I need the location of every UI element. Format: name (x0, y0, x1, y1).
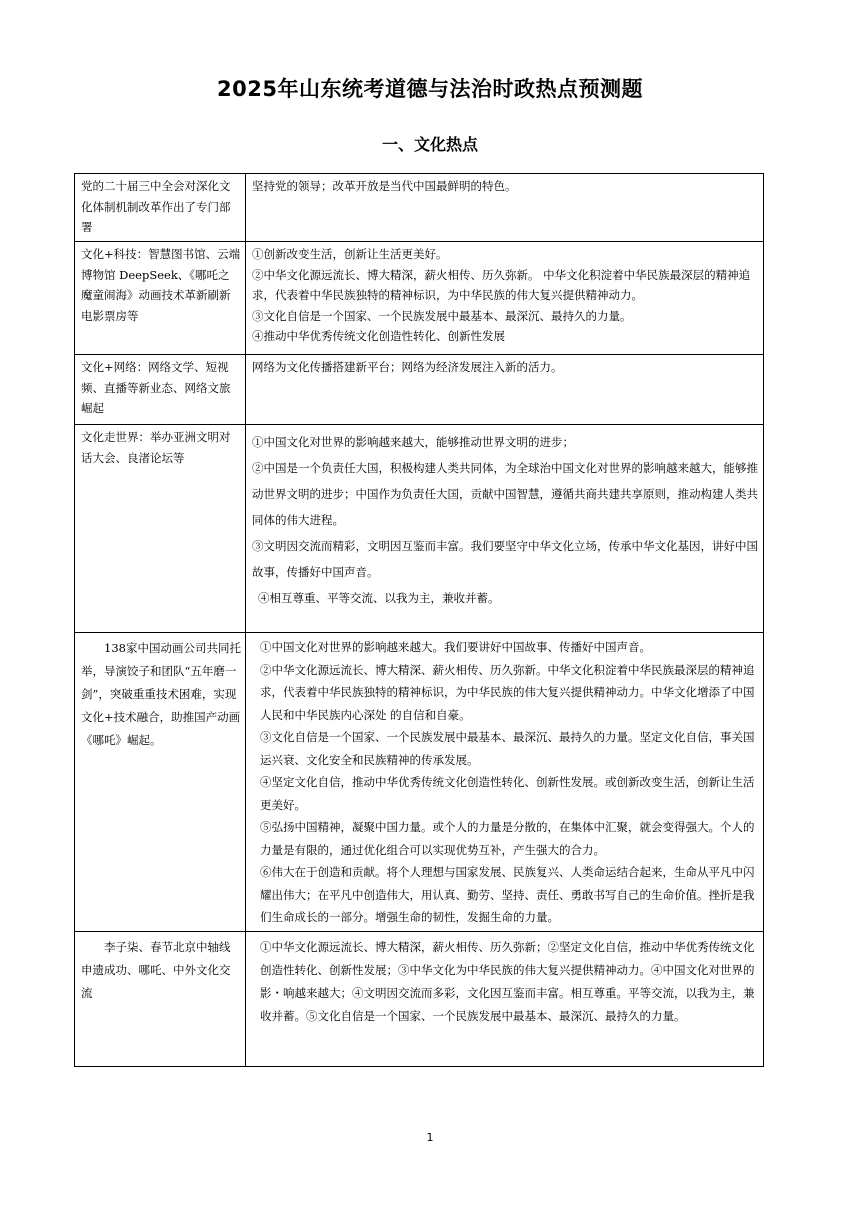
point-text: 网络为文化传播搭建新平台；网络为经济发展注入新的活力。 (252, 360, 563, 374)
points-cell (246, 242, 764, 355)
point-text: ①创新改变生活，创新让生活更美好。 (252, 247, 448, 261)
points-cell (246, 425, 764, 633)
topic-cell: 文化+科技：智慧图书馆、云端博物馆 DeepSeek、《哪吒之魔童闹海》动画技术革新刷新电影票房等 (75, 242, 246, 355)
point-text: ③文化自信是一个国家、一个民族发展中最基本、最深沉、最持久的力量。 (252, 308, 632, 323)
page-number: 1 (426, 1131, 434, 1144)
points-cell (246, 931, 764, 1066)
point-text: ③文明因交流而精彩，文明因互鉴而丰富。我们要坚守中华文化立场，传承中华文化基因，讲好中国故事，传播好中国声音。 (252, 539, 758, 579)
point-text: ②中华文化源远流长、博大精深、薪火相传、历久弥新。中华文化积淀着中华民族最深层的精神追求，代表着中华民族独特的精神标识，为中华民族的伟大复兴提供精神动力。中华文化增添了中国人民和中华民族内心深处 的自信和自豪。 (260, 662, 755, 722)
topic-cell: 文化走世界：举办亚洲文明对话大会、良渚论坛等 (75, 425, 246, 633)
point-text: 坚持党的领导；改革开放是当代中国最鲜明的特色。 (252, 179, 517, 193)
topic-cell: 138家中国动画公司共同托举，导演饺子和团队“五年磨一剑”，突破重重技术困难，实现文化+技术融合，助推国产动画《哪吒》崛起。 (75, 633, 246, 932)
topic-cell: 党的二十届三中全会对深化文化体制机制改革作出了专门部署 (75, 174, 246, 242)
document-title: 2025年山东统考道德与法治时政热点预测题 (217, 77, 643, 101)
points-cell (246, 174, 764, 242)
table-row (75, 633, 764, 932)
table-row (75, 425, 764, 633)
table-row (75, 355, 764, 425)
point-text: ④坚定文化自信，推动中华优秀传统文化创造性转化、创新性发展。或创新改变生活，创新让生活更美好。 (260, 775, 755, 812)
point-text: ②中国是一个负责任大国，积极构建人类共同体，为全球治中国文化对世界的影响越来越大，能够推动世界文明的进步；中国作为负责任大国，贡献中国智慧，遵循共商共建共享原则，推动构建人类共同体的伟大进程。 (252, 461, 758, 527)
point-text: ①中华文化源远流长、博大精深，薪火相传、历久弥新；②坚定文化自信，推动中华优秀传统文化创造性转化、创新性发展；③中华文化为中华民族的伟大复兴提供精神动力。④中国文化对世界的影・响越来越大；④文明因交流而多彩，文化因互鉴而丰富。相互尊重。平等交流，以我为主，兼收并蓄。⑤文化自信是一个国家、一个民族发展中最基本、最深沉、最持久的力量。 (260, 939, 755, 1023)
point-text: ①中国文化对世界的影响越来越大。我们要讲好中国故事、传播好中国声音。 (260, 640, 651, 654)
point-text: ④推动中华优秀传统文化创造性转化、创新性发展 (252, 329, 505, 343)
points-cell (246, 355, 764, 425)
point-text: ⑤弘扬中国精神，凝聚中国力量。或个人的力量是分散的，在集体中汇聚，就会变得强大。个人的力量是有限的，通过优化组合可以实现优势互补，产生强大的合力。 (260, 820, 755, 857)
table-row (75, 174, 764, 242)
point-text: ③文化自信是一个国家、一个民族发展中最基本、最深沉、最持久的力量。坚定文化自信，事关国运兴衰、文化安全和民族精神的传承发展。 (260, 730, 755, 767)
point-text: ①中国文化对世界的影响越来越大，能够推动世界文明的进步； (252, 435, 574, 449)
topic-cell: 文化+网络：网络文学、短视频、直播等新业态、网络文旅崛起 (75, 355, 246, 425)
hotspot-table (74, 173, 764, 1067)
topic-cell: 李子柒、春节北京中轴线申遗成功、哪吒、中外文化交流 (75, 931, 246, 1066)
table-row (75, 242, 764, 355)
table-row (75, 931, 764, 1066)
point-text: ⑥伟大在于创造和贡献。将个人理想与国家发展、民族复兴、人类命运结合起来，生命从平凡中闪耀出伟大；在平凡中创造伟大，用认真、勤劳、坚持、责任、勇敢书写自己的生命价值。挫折是我们生命成长的一部分。增强生命的韧性，发掘生命的力量。 (260, 865, 755, 924)
point-text: ②中华文化源远流长、博大精深，薪火相传、历久弥新。 中华文化积淀着中华民族最深层的精神追求，代表着中华民族独特的精神标识，为中华民族的伟大复兴提供精神动力。 (252, 267, 751, 302)
points-cell (246, 633, 764, 932)
section-heading: 一、文化热点 (381, 135, 478, 154)
point-text: ④相互尊重、平等交流、以我为主，兼收并蓄。 (258, 591, 500, 605)
